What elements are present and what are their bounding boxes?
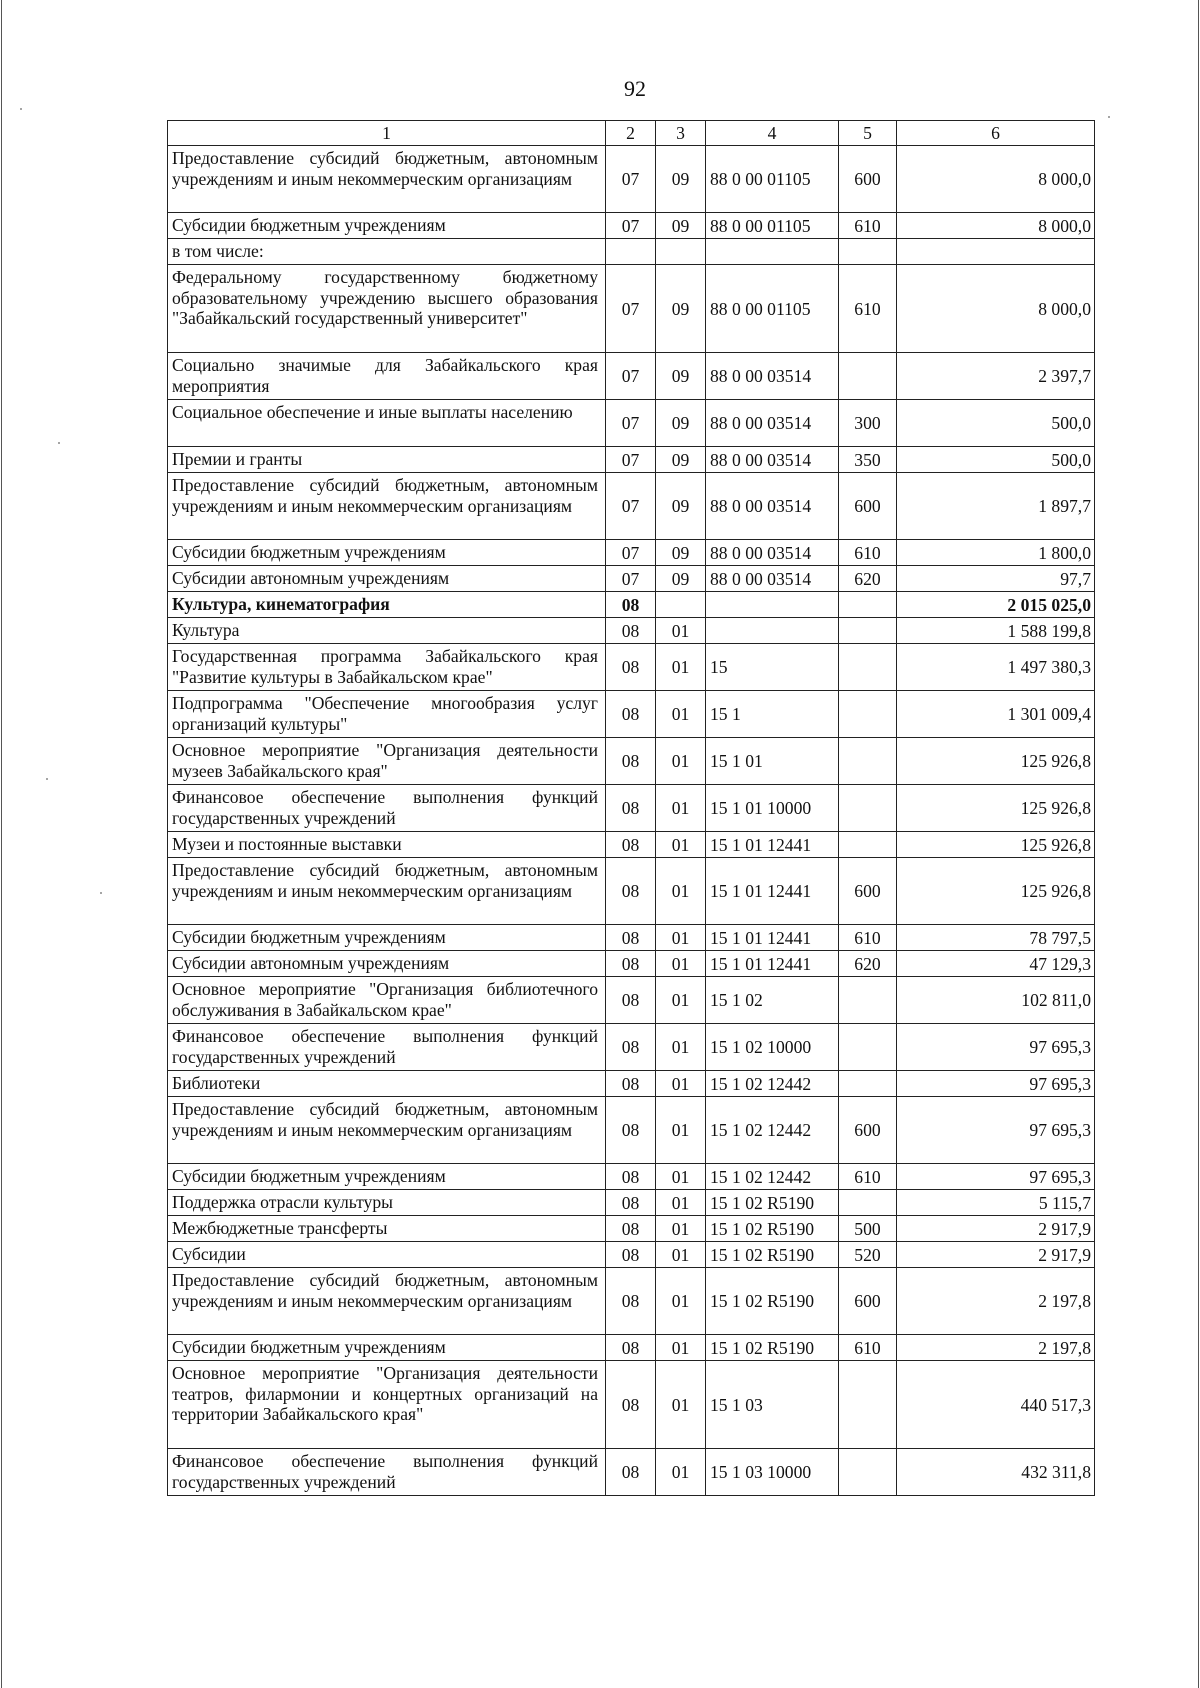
row-expense-type-code [839,1190,897,1216]
row-amount: 8 000,0 [897,213,1095,239]
table-body [168,146,1095,1496]
row-target-article-code: 88 0 00 03514 [706,353,839,400]
row-target-article-code [706,618,839,644]
row-name: в том числе: [168,239,606,265]
row-section-code: 08 [606,1268,656,1335]
row-expense-type-code: 600 [839,1097,897,1164]
row-target-article-code: 15 1 02 12442 [706,1164,839,1190]
table-row [168,592,1095,618]
row-subsection-code: 01 [656,1164,706,1190]
row-target-article-code: 15 1 02 R5190 [706,1242,839,1268]
budget-table-container [167,120,1094,1496]
table-row [168,977,1095,1024]
row-expense-type-code [839,1071,897,1097]
row-section-code: 08 [606,618,656,644]
table-row [168,1449,1095,1496]
row-name: Библиотеки [168,1071,606,1097]
row-subsection-code: 09 [656,265,706,353]
row-subsection-code: 09 [656,540,706,566]
row-name: Предоставление субсидий бюджетным, автономным учреждениям и иным некоммерческим организациям [168,473,606,540]
row-name: Социальное обеспечение и иные выплаты населению [168,400,606,447]
row-section-code: 08 [606,592,656,618]
row-target-article-code: 88 0 00 03514 [706,473,839,540]
row-target-article-code [706,239,839,265]
row-subsection-code: 09 [656,447,706,473]
row-amount: 8 000,0 [897,265,1095,353]
budget-table [167,120,1095,1496]
row-expense-type-code: 610 [839,1164,897,1190]
row-amount: 440 517,3 [897,1361,1095,1449]
row-target-article-code: 88 0 00 01105 [706,146,839,213]
row-target-article-code: 15 1 02 R5190 [706,1335,839,1361]
row-section-code: 08 [606,691,656,738]
row-amount: 78 797,5 [897,925,1095,951]
row-name: Предоставление субсидий бюджетным, автономным учреждениям и иным некоммерческим организациям [168,858,606,925]
row-target-article-code: 15 1 02 R5190 [706,1216,839,1242]
row-subsection-code: 09 [656,566,706,592]
table-row [168,1164,1095,1190]
row-amount: 125 926,8 [897,858,1095,925]
table-row [168,353,1095,400]
table-row [168,1242,1095,1268]
row-amount: 97 695,3 [897,1024,1095,1071]
row-subsection-code: 01 [656,1190,706,1216]
row-expense-type-code [839,353,897,400]
row-target-article-code: 88 0 00 03514 [706,447,839,473]
row-name: Социально значимые для Забайкальского края мероприятия [168,353,606,400]
table-row [168,1024,1095,1071]
table-row [168,473,1095,540]
row-section-code: 08 [606,951,656,977]
column-header: 1 [168,121,606,146]
row-expense-type-code [839,1024,897,1071]
row-expense-type-code [839,832,897,858]
row-expense-type-code: 350 [839,447,897,473]
row-subsection-code: 01 [656,858,706,925]
row-section-code: 07 [606,566,656,592]
table-row [168,265,1095,353]
table-row [168,1071,1095,1097]
row-amount: 97,7 [897,566,1095,592]
row-subsection-code: 09 [656,353,706,400]
table-row [168,447,1095,473]
row-subsection-code: 01 [656,977,706,1024]
table-row [168,1335,1095,1361]
row-section-code: 08 [606,977,656,1024]
scan-speck [46,778,48,780]
row-amount: 97 695,3 [897,1097,1095,1164]
row-subsection-code: 01 [656,1242,706,1268]
row-subsection-code: 09 [656,146,706,213]
table-row [168,951,1095,977]
row-amount: 1 497 380,3 [897,644,1095,691]
row-section-code: 08 [606,1361,656,1449]
row-subsection-code: 01 [656,1216,706,1242]
row-expense-type-code [839,785,897,832]
row-amount: 125 926,8 [897,785,1095,832]
row-expense-type-code: 610 [839,540,897,566]
table-row [168,691,1095,738]
row-name: Поддержка отрасли культуры [168,1190,606,1216]
table-row [168,1216,1095,1242]
row-expense-type-code [839,691,897,738]
row-section-code: 07 [606,447,656,473]
column-header: 6 [897,121,1095,146]
row-target-article-code: 15 1 02 10000 [706,1024,839,1071]
row-section-code: 08 [606,925,656,951]
row-expense-type-code [839,592,897,618]
row-expense-type-code: 620 [839,951,897,977]
row-name: Государственная программа Забайкальского края "Развитие культуры в Забайкальском крае" [168,644,606,691]
row-subsection-code: 01 [656,785,706,832]
row-target-article-code: 88 0 00 01105 [706,213,839,239]
row-subsection-code: 09 [656,473,706,540]
row-section-code: 08 [606,858,656,925]
row-name: Предоставление субсидий бюджетным, автономным учреждениям и иным некоммерческим организациям [168,146,606,213]
row-name: Субсидии автономным учреждениям [168,951,606,977]
row-name: Культура [168,618,606,644]
row-target-article-code: 15 1 [706,691,839,738]
row-name: Субсидии [168,1242,606,1268]
row-name: Субсидии бюджетным учреждениям [168,1164,606,1190]
row-subsection-code: 01 [656,1361,706,1449]
row-name: Основное мероприятие "Организация библиотечного обслуживания в Забайкальском крае" [168,977,606,1024]
row-amount: 1 301 009,4 [897,691,1095,738]
row-target-article-code: 15 1 01 12441 [706,832,839,858]
row-subsection-code: 01 [656,925,706,951]
row-subsection-code: 09 [656,213,706,239]
row-amount: 500,0 [897,400,1095,447]
table-header-row [168,121,1095,146]
row-subsection-code: 01 [656,618,706,644]
row-name: Предоставление субсидий бюджетным, автономным учреждениям и иным некоммерческим организациям [168,1268,606,1335]
row-expense-type-code: 610 [839,265,897,353]
row-subsection-code: 01 [656,644,706,691]
row-expense-type-code: 300 [839,400,897,447]
row-subsection-code: 01 [656,832,706,858]
column-header: 4 [706,121,839,146]
row-amount: 2 917,9 [897,1216,1095,1242]
row-section-code: 07 [606,540,656,566]
scan-edge-left [1,0,2,1688]
table-row [168,925,1095,951]
row-section-code: 08 [606,1164,656,1190]
row-name: Субсидии автономным учреждениям [168,566,606,592]
row-section-code: 07 [606,400,656,447]
scan-edge-right [1198,0,1199,1688]
row-amount: 47 129,3 [897,951,1095,977]
column-header: 3 [656,121,706,146]
row-section-code: 08 [606,1024,656,1071]
row-name: Премии и гранты [168,447,606,473]
row-section-code: 08 [606,738,656,785]
row-expense-type-code: 610 [839,213,897,239]
row-name: Подпрограмма "Обеспечение многообразия услуг организаций культуры" [168,691,606,738]
row-name: Субсидии бюджетным учреждениям [168,540,606,566]
table-row [168,644,1095,691]
table-row [168,618,1095,644]
row-name: Культура, кинематография [168,592,606,618]
row-target-article-code: 15 [706,644,839,691]
table-row [168,400,1095,447]
row-expense-type-code [839,618,897,644]
row-target-article-code: 15 1 01 [706,738,839,785]
row-section-code: 08 [606,1335,656,1361]
row-target-article-code: 88 0 00 01105 [706,265,839,353]
row-target-article-code: 88 0 00 03514 [706,400,839,447]
row-section-code: 07 [606,353,656,400]
row-subsection-code: 01 [656,1268,706,1335]
row-expense-type-code: 610 [839,1335,897,1361]
row-expense-type-code [839,1361,897,1449]
row-target-article-code: 88 0 00 03514 [706,566,839,592]
row-subsection-code: 01 [656,1335,706,1361]
row-section-code: 08 [606,1190,656,1216]
scan-speck [58,442,60,444]
row-amount: 97 695,3 [897,1164,1095,1190]
row-target-article-code: 15 1 01 12441 [706,951,839,977]
table-row [168,239,1095,265]
row-target-article-code: 15 1 02 R5190 [706,1268,839,1335]
table-row [168,738,1095,785]
row-expense-type-code: 600 [839,858,897,925]
row-amount: 125 926,8 [897,738,1095,785]
table-row [168,1097,1095,1164]
row-subsection-code: 01 [656,951,706,977]
row-target-article-code: 15 1 02 12442 [706,1071,839,1097]
row-expense-type-code: 620 [839,566,897,592]
row-amount: 102 811,0 [897,977,1095,1024]
row-target-article-code: 15 1 02 R5190 [706,1190,839,1216]
row-amount [897,239,1095,265]
row-name: Субсидии бюджетным учреждениям [168,925,606,951]
row-amount: 500,0 [897,447,1095,473]
row-subsection-code: 01 [656,1071,706,1097]
row-target-article-code [706,592,839,618]
row-subsection-code: 01 [656,1449,706,1496]
row-section-code: 07 [606,146,656,213]
row-amount: 8 000,0 [897,146,1095,213]
row-expense-type-code [839,644,897,691]
page-number: 92 [624,76,646,101]
row-expense-type-code: 610 [839,925,897,951]
table-row [168,1190,1095,1216]
table-row [168,1361,1095,1449]
scan-speck [1108,116,1110,118]
row-expense-type-code [839,239,897,265]
row-name: Основное мероприятие "Организация деятельности театров, филармонии и концертных организаций на территории Забайкальского края" [168,1361,606,1449]
scan-speck [100,892,102,894]
row-section-code: 08 [606,1097,656,1164]
row-section-code: 08 [606,1071,656,1097]
row-amount: 97 695,3 [897,1071,1095,1097]
row-target-article-code: 15 1 02 [706,977,839,1024]
row-amount: 1 800,0 [897,540,1095,566]
row-expense-type-code: 500 [839,1216,897,1242]
row-name: Основное мероприятие "Организация деятельности музеев Забайкальского края" [168,738,606,785]
table-row [168,1268,1095,1335]
table-row [168,146,1095,213]
scan-speck [20,108,22,110]
row-expense-type-code [839,1449,897,1496]
row-section-code: 08 [606,785,656,832]
row-amount: 432 311,8 [897,1449,1095,1496]
row-expense-type-code [839,738,897,785]
row-amount: 5 115,7 [897,1190,1095,1216]
table-row [168,213,1095,239]
row-expense-type-code: 520 [839,1242,897,1268]
row-name: Предоставление субсидий бюджетным, автономным учреждениям и иным некоммерческим организациям [168,1097,606,1164]
table-row [168,785,1095,832]
row-name: Финансовое обеспечение выполнения функций государственных учреждений [168,1449,606,1496]
row-name: Федеральному государственному бюджетному образовательному учреждению высшего образования "Забайкальский государственный университет" [168,265,606,353]
row-expense-type-code: 600 [839,146,897,213]
row-amount: 2 197,8 [897,1335,1095,1361]
row-section-code: 08 [606,1216,656,1242]
row-name: Музеи и постоянные выставки [168,832,606,858]
row-subsection-code: 09 [656,400,706,447]
row-target-article-code: 15 1 01 12441 [706,858,839,925]
row-expense-type-code: 600 [839,1268,897,1335]
row-section-code [606,239,656,265]
row-name: Субсидии бюджетным учреждениям [168,213,606,239]
row-subsection-code [656,592,706,618]
table-row [168,540,1095,566]
row-amount: 1 588 199,8 [897,618,1095,644]
table-row [168,832,1095,858]
row-target-article-code: 15 1 02 12442 [706,1097,839,1164]
table-row [168,566,1095,592]
row-expense-type-code: 600 [839,473,897,540]
row-section-code: 08 [606,644,656,691]
row-amount: 2 197,8 [897,1268,1095,1335]
row-name: Межбюджетные трансферты [168,1216,606,1242]
column-header: 2 [606,121,656,146]
row-target-article-code: 88 0 00 03514 [706,540,839,566]
row-amount: 2 397,7 [897,353,1095,400]
row-target-article-code: 15 1 03 10000 [706,1449,839,1496]
row-target-article-code: 15 1 03 [706,1361,839,1449]
row-target-article-code: 15 1 01 12441 [706,925,839,951]
column-header: 5 [839,121,897,146]
row-expense-type-code [839,977,897,1024]
row-section-code: 07 [606,473,656,540]
row-subsection-code: 01 [656,1024,706,1071]
row-section-code: 08 [606,832,656,858]
row-section-code: 08 [606,1449,656,1496]
row-section-code: 08 [606,1242,656,1268]
row-section-code: 07 [606,265,656,353]
row-name: Финансовое обеспечение выполнения функций государственных учреждений [168,785,606,832]
row-amount: 1 897,7 [897,473,1095,540]
row-subsection-code [656,239,706,265]
row-amount: 125 926,8 [897,832,1095,858]
row-name: Финансовое обеспечение выполнения функций государственных учреждений [168,1024,606,1071]
row-name: Субсидии бюджетным учреждениям [168,1335,606,1361]
row-subsection-code: 01 [656,691,706,738]
table-row [168,858,1095,925]
row-section-code: 07 [606,213,656,239]
row-target-article-code: 15 1 01 10000 [706,785,839,832]
row-amount: 2 917,9 [897,1242,1095,1268]
row-amount: 2 015 025,0 [897,592,1095,618]
row-subsection-code: 01 [656,1097,706,1164]
row-subsection-code: 01 [656,738,706,785]
